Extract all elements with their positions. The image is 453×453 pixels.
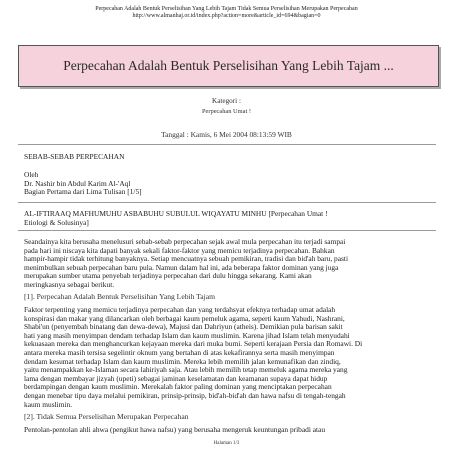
kategori-label: Kategori :: [212, 97, 241, 105]
page-header: [0, 6, 453, 20]
paragraph-line: menimbulkan sebuah perpecahan baru pula. Namun dalam hal ini, ada beberapa faktor dominan yang juga: [24, 262, 339, 272]
author-part: Bagian Pertama dari Lima Tulisan [1/5]: [24, 187, 142, 197]
section-title-line: Etiologi & Solusinya]: [24, 217, 89, 227]
article-title: Perpecahan Adalah Bentuk Perselisihan Yang Lebih Tajam ...: [63, 58, 394, 73]
paragraph-line: pada hari ini niscaya kita dapati banyak sekali faktor-faktor yang memicu terjadinya perpecahan. Bahkan: [24, 245, 335, 255]
paragraph-intro: [24, 238, 432, 290]
paragraph-line: Pentolan-pentolan ahli ahwa (pengikut hawa nafsu) yang berusaha mengeruk keuntungan pribadi atau: [24, 425, 326, 434]
header-title: Perpecahan Adalah Bentuk Perselisihan Yang Lebih Tajam Tidak Semua Perselisihan Merupakan Perpecahan: [95, 6, 358, 12]
section-heading-2: [2]. Tidak Semua Perselisihan Merupakan Perpecahan: [24, 412, 189, 421]
section-heading-1: [1]. Perpecahan Adalah Bentuk Perselisihan Yang Lebih Tajam: [24, 292, 216, 301]
paragraph-line: hati yang masih menyimpan dendam terhadap Islam dan kaum muslimin. Karena jihad Islam telah menyudahi: [24, 330, 350, 340]
paragraph-line: kekuasaan mereka dan menghancurkan kejayaan mereka dari muka bumi. Seperti kerajaan Persia dan Romawi. Di: [24, 339, 363, 349]
paragraph-line: lama dengan membayar jizyah (upeti) sebagai jaminan keselamatan dan keamanan supaya dapat hidup: [24, 373, 328, 383]
title-banner: [18, 45, 439, 87]
paragraph-line: dendam kesumat terhadap Islam dan kaum muslimin. Mereka lebih memilih jalan kemunafikan dan zindiq,: [24, 356, 341, 366]
paragraph-line: kaum muslimin.: [24, 399, 73, 409]
paragraph-line: dengan menebar tipu daya melalui pemikiran, prinsip-prinsip, bid'ah-bid'ah dan hawa nafsu di tengah-tengah: [24, 390, 346, 400]
paragraph-line: antara mereka masih tersisa segelintir oknum yang bertahan di atas kekafirannya serta masih menyimpan: [24, 347, 335, 357]
section-title: [24, 210, 432, 227]
divider: [18, 230, 436, 231]
divider: [18, 144, 436, 145]
paragraph-line: konspirasi dan makar yang dilancarkan oleh berbagai kaum pemeluk agama, seperti kaum Yahudi, Nashrani,: [24, 313, 345, 323]
paragraph-line: Seandainya kita berusaha menelusuri sebab-sebab perpecahan sejak awal mula perpecahan itu terjadi sampai: [24, 237, 346, 246]
paragraph-line: hampir-hampir tidak terhitung banyaknya. Setiap mencuatnya sebuah pemikiran, tradisi dan bid'ah baru, pasti: [24, 254, 349, 264]
kategori-value: Perpecahan Umat !: [202, 108, 251, 115]
paragraph-line: meringkasnya sebagai berikut.: [24, 279, 115, 289]
section-title-line: AL-IFTIRAAQ MAFHUMUHU ASBABUHU SUBULUL WIQAYATU MINHU [Perpecahan Umat !: [24, 209, 328, 218]
author-oleh: Oleh: [24, 170, 39, 179]
page-number: Halaman 1/3: [213, 441, 240, 446]
paragraph-line: berdampingan dengan kaum muslimin. Merekalah faktor paling dominan yang menciptakan perpecahan: [24, 382, 332, 392]
heading-sebab: SEBAB-SEBAB PERPECAHAN: [24, 152, 125, 161]
paragraph-faktor: [24, 306, 432, 409]
paragraph-line: merupakan sumber utama penyebab terjadinya perpecahan dari dulu hingga sekarang. Kami akan: [24, 271, 312, 281]
divider: [18, 202, 436, 203]
paragraph-line: Shabi'un (penyembah binatang dan dewa-dewa), Majusi dan Dahriyun (atheis). Demikian pula barisan sakit: [24, 322, 343, 332]
paragraph-line: yaitu menampakkan ke-Islaman secara lahiriyah saja. Atau lebih memilih tetap memeluk agama mereka yang: [24, 365, 348, 375]
author-name: Dr. Nashir bin Abdul Karim Al-'Aql: [24, 178, 131, 188]
header-url: http://www.almanhaj.or.id/index.php?action=more&article_id=694&bagian=0: [132, 13, 321, 19]
paragraph-pentolan: [24, 426, 432, 435]
tanggal: Tanggal : Kamis, 6 Mei 2004 08:13:59 WIB: [161, 130, 292, 139]
author-block: [24, 171, 432, 197]
paragraph-line: Faktor terpenting yang memicu terjadinya perpecahan dan yang terdahsyat efeknya terhadap umat adalah: [24, 305, 336, 314]
